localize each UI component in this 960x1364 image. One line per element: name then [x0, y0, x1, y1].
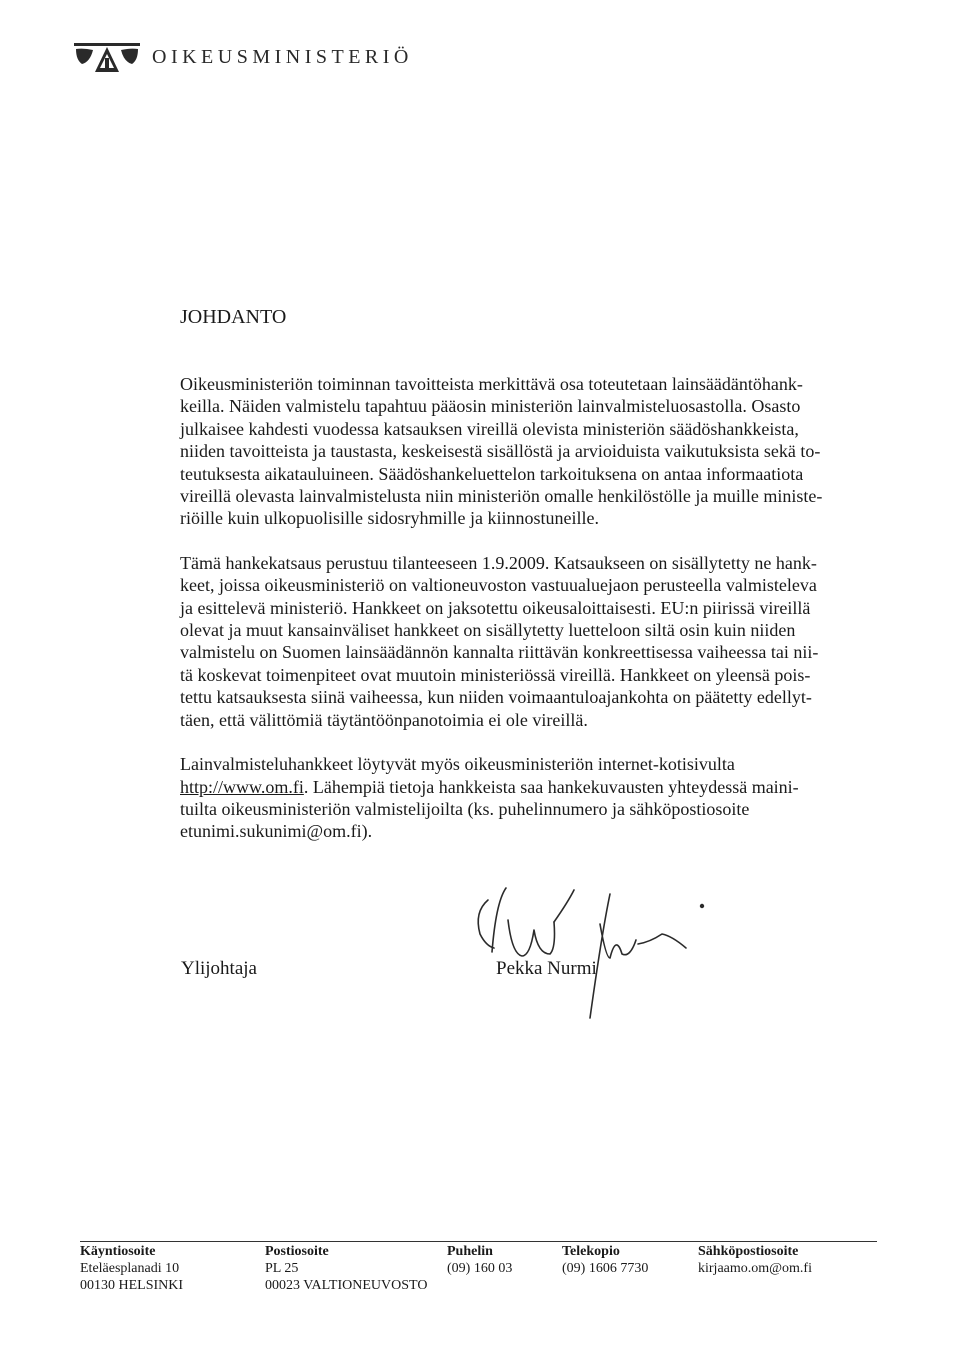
footer-line: (09) 160 03 — [447, 1261, 513, 1276]
footer-fax — [562, 1243, 648, 1277]
organization-name: OIKEUSMINISTERIÖ — [152, 45, 413, 68]
footer-line: 00023 VALTIONEUVOSTO — [265, 1278, 428, 1293]
website-link[interactable]: http://www.om.fi — [180, 776, 304, 797]
body-line: vireillä olevasta lainvalmistelusta niin ministeriön omalle henkilöstölle ja muille ministe- — [180, 486, 823, 507]
footer-heading: Käyntiosoite — [80, 1244, 156, 1259]
signer-name: Pekka Nurmi — [496, 958, 597, 979]
footer-line: PL 25 — [265, 1261, 299, 1276]
body-line: julkaisee kahdesti vuodessa katsauksen vireillä olevista ministeriön säädöshankkeista, — [180, 418, 799, 439]
contact-footer — [80, 1243, 877, 1303]
body-line: Tämä hankekatsaus perustuu tilanteeseen 1.9.2009. Katsaukseen on sisällytetty ne hank- — [180, 552, 817, 573]
body-line: Lainvalmisteluhankkeet löytyvät myös oikeusministeriön internet-kotisivulta — [180, 754, 735, 775]
body-line: Oikeusministeriön toiminnan tavoitteista merkittävä osa toteutetaan lainsäädäntöhank- — [180, 374, 803, 394]
footer-heading: Sähköpostiosoite — [698, 1244, 799, 1259]
body-line: niiden tavoitteista ja taustasta, keskeisestä sisällöstä ja arvioiduista vaikutuksista sekä to- — [180, 441, 821, 462]
paragraph-scope — [180, 552, 870, 731]
footer-email — [698, 1243, 812, 1277]
ministry-logo — [74, 40, 140, 74]
footer-divider — [80, 1241, 877, 1242]
footer-postal-address — [265, 1243, 427, 1294]
footer-heading: Telekopio — [562, 1244, 620, 1259]
document-body — [180, 373, 870, 843]
footer-line: Eteläesplanadi 10 — [80, 1261, 180, 1276]
body-line: keilla. Näiden valmistelu tapahtuu pääosin ministeriön lainvalmisteluosastolla. Osasto — [180, 396, 801, 417]
body-line: valmistelu on Suomen lainsäädännön kannalta riittävän konkreettisessa vaiheessa tai nii- — [180, 642, 819, 663]
footer-phone — [447, 1243, 512, 1277]
body-line: tä koskevat toimenpiteet ovat muutoin ministeriössä vireillä. Hankkeet on yleensä pois- — [180, 664, 811, 685]
footer-heading: Postiosoite — [265, 1244, 329, 1259]
document-title: JOHDANTO — [180, 306, 287, 328]
paragraph-website — [180, 753, 870, 843]
body-line: keet, joissa oikeusministeriö on valtioneuvoston vastuualuejaon perusteella valmisteleva — [180, 575, 817, 596]
footer-visiting-address — [80, 1243, 183, 1294]
footer-heading: Puhelin — [447, 1244, 493, 1259]
footer-line: 00130 HELSINKI — [80, 1278, 184, 1293]
paragraph-intro — [180, 373, 870, 530]
body-line: . Lähempiä tietoja hankkeista saa hankekuvausten yhteydessä maini- — [303, 776, 799, 797]
body-line: riöille kuin ulkopuolisille sidosryhmille ja kiinnostuneille. — [180, 508, 599, 529]
footer-email-link[interactable]: kirjaamo.om@om.fi — [698, 1261, 812, 1276]
body-line: teutuksesta aikatauluineen. Säädöshankeluettelon tarkoituksena on antaa informaatiota — [180, 463, 804, 484]
body-line: täen, että välittömiä täytäntöönpanotoimia ei ole vireillä. — [180, 709, 588, 730]
body-line: tuilta oikeusministeriön valmistelijoilta (ks. puhelinnumero ja sähköpostiosoite — [180, 798, 750, 819]
letterhead — [74, 40, 413, 74]
body-line: tettu katsauksesta siinä vaiheessa, kun niiden voimaantuloajankohta on päätetty edellyt- — [180, 687, 812, 708]
footer-line: (09) 1606 7730 — [562, 1261, 649, 1276]
body-line: olevat ja muut kansainväliset hankkeet on sisällytetty luetteloon siltä osin kuin niiden — [180, 620, 796, 641]
handwritten-signature — [450, 862, 720, 1032]
body-line: etunimi.sukunimi@om.fi). — [180, 821, 373, 842]
signer-title: Ylijohtaja — [181, 958, 257, 979]
body-line: ja esittelevä ministeriö. Hankkeet on jaksotettu oikeusaloittaisesti. EU:n piirissä vireillä — [180, 597, 811, 618]
